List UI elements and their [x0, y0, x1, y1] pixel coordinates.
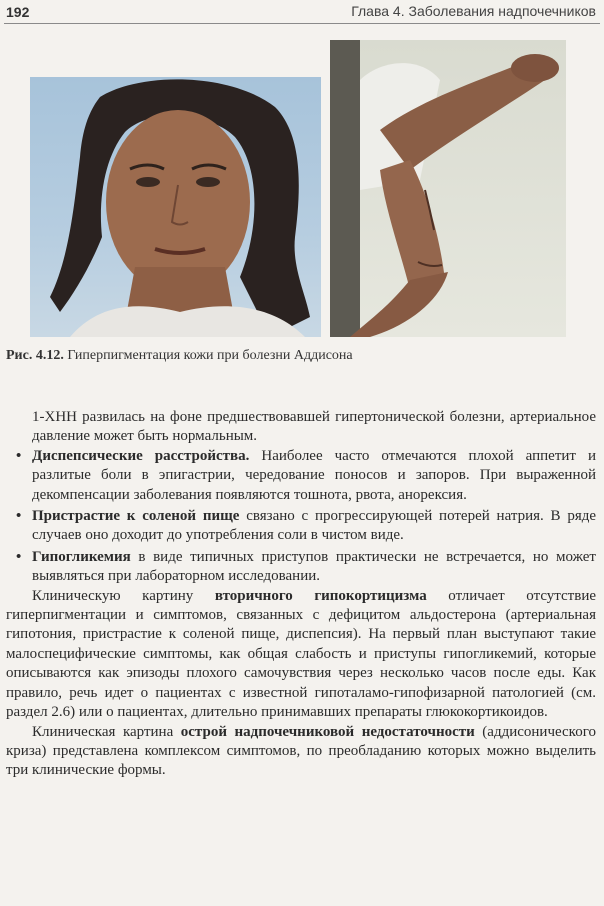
- paragraph-text: Клиническая картина: [32, 723, 181, 740]
- paragraph-secondary-hypocorticism: [6, 587, 596, 723]
- chapter-title: Глава 4. Заболевания надпочечников: [351, 3, 596, 19]
- page-header: [0, 0, 604, 26]
- figure-caption: [6, 348, 596, 364]
- bullet-text: связано с прогрессирующей потерей натрия. В ряде случаев оно доходит до употребления соли в чистом виде.: [32, 508, 597, 544]
- bullet-item: [6, 507, 596, 546]
- intro-paragraph: 1-ХНН развилась на фоне предшествовавшей гипертонической болезни, артериальное давление может быть нормальным.: [32, 409, 596, 445]
- arm-illustration: [330, 40, 566, 337]
- bullet-text: в виде типичных приступов практически не встречается, но может выявляться при лабораторном исследовании.: [32, 548, 596, 585]
- bullet-item: [6, 447, 596, 505]
- paragraph-text: отличает отсутствие гиперпигментации и симптомов, связанных с дефицитом альдостерона (артериальная гипотония, пристрастие к соленой пище, диспепсия). На первый план выступают такие малоспецифические симптомы, как общая слабость и приступы гипогликемий, которые описываются как эпизоды плохого самочувствия через несколько часов после еды. Как правило, речь идет о пациентах с известной гипоталамо-гипофизарной патологией (см. раздел 2.6) или о пациентах, длительно принимавших препараты глюкокортикоидов.: [6, 587, 596, 721]
- face-illustration: [30, 77, 321, 337]
- paragraph-text: Клиническую картину: [32, 587, 215, 604]
- main-text: [6, 408, 596, 781]
- photo-arm-hyperpigmentation: [330, 40, 566, 337]
- paragraph-text: (аддисонического криза) представлена комплексом симптомов, по преобладанию которых можно выделить три клинические формы.: [6, 723, 596, 779]
- bullet-term: Пристрастие к соленой пище: [32, 508, 240, 525]
- bullet-text: Наиболее часто отмечаются плохой аппетит и разлитые боли в эпигастрии, чередование поносов и запоров. При выраженной декомпенсации заболевания появляются тошнота, рвота, анорексия.: [32, 447, 596, 503]
- paragraph-term: вторичного гипокортицизма: [214, 587, 427, 604]
- paragraph-acute-insufficiency: [6, 723, 596, 781]
- bullet-item: [6, 548, 596, 587]
- bullet-term: Диспепсические расстройства.: [32, 447, 250, 464]
- paragraph-term: острой надпочечниковой недостаточности: [180, 723, 475, 740]
- page-number: 192: [6, 4, 30, 20]
- header-divider: [4, 23, 600, 24]
- photo-face-hyperpigmentation: [30, 77, 321, 337]
- bullet-term: Гипогликемия: [32, 548, 131, 565]
- caption-label: Рис. 4.12.: [6, 348, 64, 363]
- caption-text: Гиперпигментация кожи при болезни Аддисона: [63, 348, 353, 363]
